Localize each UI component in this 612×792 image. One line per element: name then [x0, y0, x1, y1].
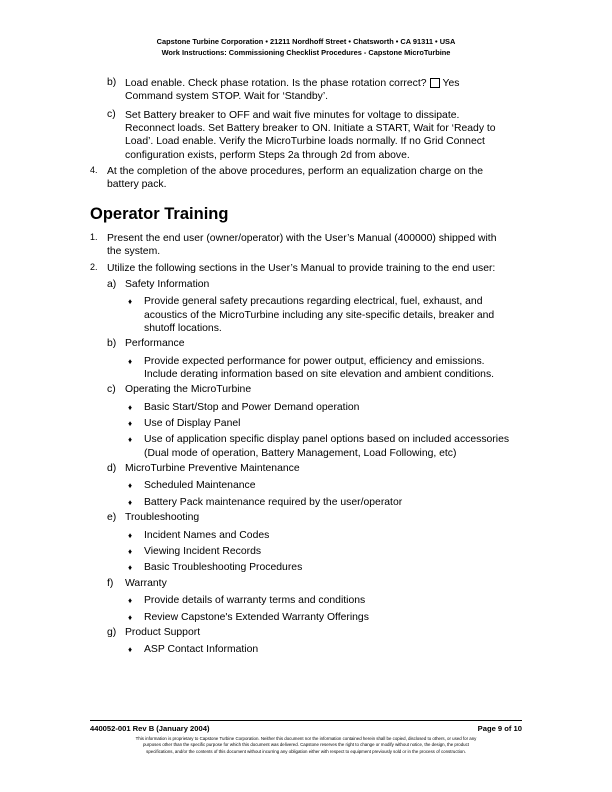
bullet-item-line: Include derating information based on site elevation and ambient conditions.: [144, 368, 495, 380]
section-title: MicroTurbine Preventive Maintenance: [125, 463, 300, 474]
footer-page-number: Page 9 of 10: [477, 724, 522, 733]
training-step-2-text: Utilize the following sections in the User’s Manual to provide training to the end user:: [107, 263, 496, 274]
header-address: Capstone Turbine Corporation • 21211 Nordhoff Street • Chatsworth • CA 91311 • USA: [156, 37, 456, 46]
section-title: Warranty: [125, 577, 167, 589]
section-label: d): [107, 463, 117, 474]
bullet-item: [144, 496, 402, 509]
footer-notice-line1: This information is proprietary to Capstone Turbine Corporation. Neither this document nor the information contained herein shall be copied, disclosed to others, or used for any: [135, 736, 477, 741]
bullet-diamond-icon: ♦: [128, 547, 133, 556]
step-b-question: Load enable. Check phase rotation. Is the phase rotation correct?: [125, 78, 427, 89]
bullet-item-line: shutoff locations.: [144, 322, 222, 334]
bullet-diamond-icon: ♦: [128, 297, 133, 307]
section-title: Operating the MicroTurbine: [125, 384, 252, 396]
bullet-item-line: (Dual mode of operation, Battery Management, Load Following, etc): [144, 447, 457, 459]
bullet-item-line: Battery Pack maintenance required by the user/operator: [144, 496, 403, 508]
section-label: c): [107, 384, 116, 396]
bullet-item-line: Scheduled Maintenance: [144, 480, 256, 492]
bullet-item-line: Use of application specific display panel options based on included accessories: [144, 434, 510, 446]
section-label: e): [107, 512, 117, 524]
bullet-item: [144, 643, 258, 656]
bullet-diamond-icon: ♦: [128, 596, 133, 606]
training-step-1-line1: Present the end user (owner/operator) with the User’s Manual (400000) shipped with: [107, 233, 497, 244]
header-title: Work Instructions: Commissioning Checklist Procedures - Capstone MicroTurbine: [161, 47, 451, 57]
bullet-item: [144, 594, 365, 607]
step-b-label: b): [107, 77, 117, 88]
section-title: Product Support: [125, 627, 201, 638]
section-label: b): [107, 338, 117, 350]
phase-rotation-checkbox[interactable]: [430, 78, 440, 88]
section-label: a): [107, 279, 117, 290]
training-step-2-label: 2.: [90, 262, 98, 272]
section-label: g): [107, 627, 117, 638]
section-label: f): [107, 577, 114, 589]
step-b-line2: Command system STOP. Wait for ‘Standby’.: [125, 91, 329, 103]
step-c-text: [125, 109, 496, 162]
bullet-item-line: ASP Contact Information: [144, 644, 259, 656]
step-c-line1: Set Battery breaker to OFF and wait five minutes for voltage to dissipate.: [125, 110, 460, 121]
bullet-item-line: Review Capstone's Extended Warranty Offerings: [144, 611, 369, 623]
footer-notice-line3: specifications, and/or the contents of this document without incurring any obligation either with respect to equipment previously sold or in the process of construction.: [146, 748, 466, 754]
section-title: Troubleshooting: [125, 512, 200, 524]
step-4-line1: At the completion of the above procedures, perform an equalization charge on the: [107, 166, 484, 177]
bullet-item-line: Incident Names and Codes: [144, 529, 270, 541]
bullet-item: [144, 295, 494, 335]
bullet-item: [144, 417, 240, 430]
bullet-diamond-icon: ♦: [128, 356, 133, 366]
bullet-item: [144, 401, 359, 414]
bullet-item: [144, 545, 261, 558]
bullet-item-line: Viewing Incident Records: [144, 546, 262, 557]
section-title: Safety Information: [125, 279, 210, 290]
bullet-diamond-icon: ♦: [128, 402, 133, 412]
section-heading: Operator Training: [90, 205, 229, 223]
step-b-yes: Yes: [442, 78, 460, 89]
step-4-line2: battery pack.: [107, 179, 167, 191]
bullet-item: [144, 355, 494, 381]
footer-notice: [90, 736, 522, 755]
bullet-diamond-icon: ♦: [128, 612, 133, 622]
footer-notice-line2: purposes other than the specific purpose for which this document was delivered. Capstone reserves the right to change or modify without notice, the design, the product: [142, 742, 470, 748]
step-c-line2: Reconnect loads. Set Battery breaker to ON. Initiate a START, Wait for ‘Ready to: [125, 123, 496, 135]
step-b-text: [125, 77, 459, 103]
bullet-item-line: Basic Start/Stop and Power Demand operation: [144, 401, 360, 413]
bullet-diamond-icon: ♦: [128, 497, 133, 507]
footer-doc-id: 440052-001 Rev B (January 2004): [90, 724, 210, 733]
bullet-diamond-icon: ♦: [128, 419, 133, 428]
bullet-item-line: Basic Troubleshooting Procedures: [144, 562, 303, 574]
step-4-text: [107, 165, 483, 191]
footer-divider: [90, 720, 522, 721]
page-header: [0, 37, 612, 58]
bullet-diamond-icon: ♦: [128, 435, 133, 445]
bullet-item: [144, 479, 256, 492]
bullet-diamond-icon: ♦: [128, 530, 133, 540]
bullet-diamond-icon: ♦: [128, 563, 133, 573]
training-step-1-line2: the system.: [107, 246, 161, 258]
bullet-item-line: Provide details of warranty terms and conditions: [144, 595, 366, 607]
section-title: Performance: [125, 338, 185, 350]
bullet-item: [144, 611, 369, 624]
bullet-item: [144, 433, 509, 459]
training-step-1-label: 1.: [90, 232, 98, 242]
bullet-item-line: Provide general safety precautions regarding electrical, fuel, exhaust, and: [144, 296, 483, 308]
step-c-label: c): [107, 109, 116, 120]
step-c-line4: configuration exists, perform Steps 2a through 2d from above.: [125, 149, 410, 161]
training-step-1-text: [107, 232, 496, 258]
bullet-item-line: acoustics of the MicroTurbine including any site-specific details, breaker and: [144, 309, 495, 321]
bullet-diamond-icon: ♦: [128, 645, 133, 655]
bullet-item: [144, 529, 269, 542]
bullet-item: [144, 561, 302, 574]
step-c-line3: Load’. Load enable. Verify the MicroTurbine loads normally. If no Grid Connect: [125, 136, 485, 148]
step-4-label: 4.: [90, 165, 98, 175]
bullet-item-line: Provide expected performance for power output, efficiency and emissions.: [144, 355, 485, 367]
bullet-diamond-icon: ♦: [128, 481, 133, 491]
bullet-item-line: Use of Display Panel: [144, 418, 241, 429]
